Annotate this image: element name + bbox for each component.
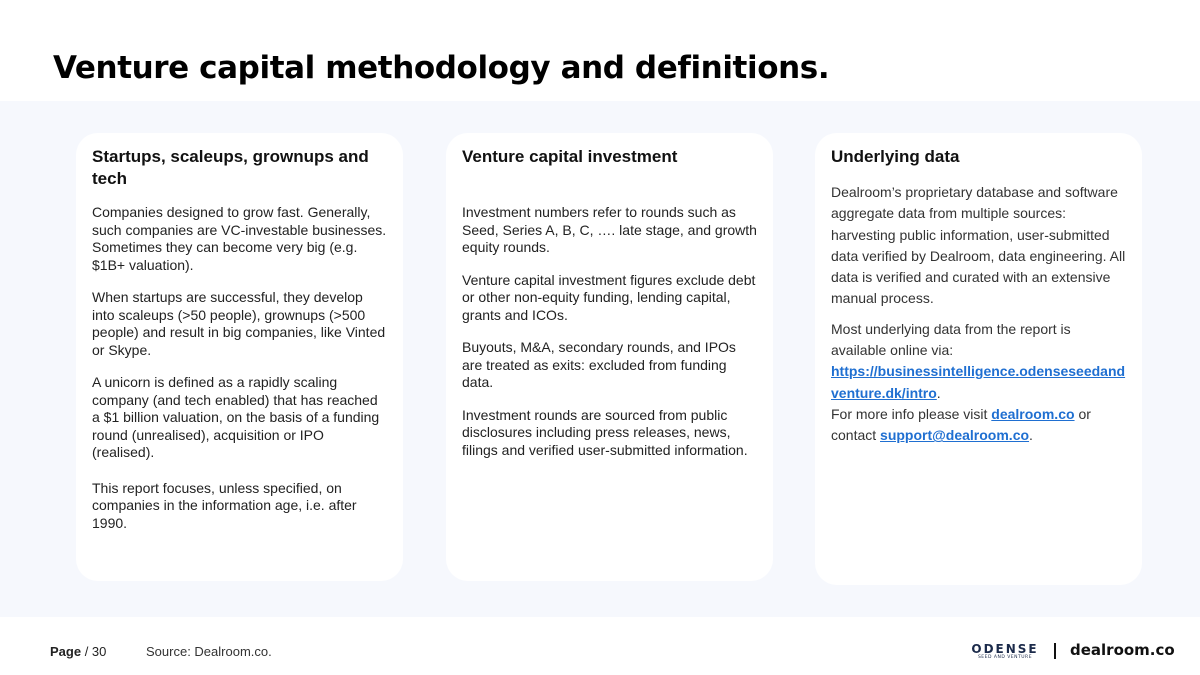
card-title: Underlying data (831, 147, 960, 166)
card-title: Venture capital investment (462, 147, 678, 166)
page-title: Venture capital methodology and definitions. (53, 50, 830, 86)
card-title: Startups, scaleups, grownups and tech (92, 147, 369, 188)
card-body (462, 204, 757, 459)
card-paragraph: When startups are successful, they develop into scaleups (>50 people), grownups (>500 people) and result in big companies, like Vinted or Skype. (92, 289, 386, 358)
card-paragraph: Buyouts, M&A, secondary rounds, and IPOs are treated as exits: excluded from funding data. (462, 339, 736, 390)
support-email-link[interactable]: support@dealroom.co (880, 427, 1030, 444)
card-underlying-data (815, 133, 1142, 585)
card-body (92, 204, 387, 532)
page-total: / 30 (81, 644, 107, 659)
card-paragraph: Dealroom’s proprietary database and software aggregate data from multiple sources: harvesting public information, user-submitted data verified by Dealroom, data engineering. All data is verified and curated with an extensive manual process. (831, 184, 1126, 307)
dealroom-logo: dealroom.co (1070, 641, 1175, 659)
source-note: Source: Dealroom.co. (146, 644, 272, 659)
page-number (50, 644, 106, 659)
card-startups (76, 133, 403, 581)
odense-logo (970, 643, 1040, 661)
card-paragraph: Investment numbers refer to rounds such as Seed, Series A, B, C, …. late stage, and growth equity rounds. (462, 204, 757, 255)
link-period: . (936, 384, 941, 401)
odense-logo-main: ODENSE (971, 642, 1039, 656)
card-paragraph: This report focuses, unless specified, on companies in the information age, i.e. after 1990. (92, 479, 357, 531)
card-paragraph: Investment rounds are sourced from public disclosures including press releases, news, filings and verified user-submitted information. (462, 406, 748, 458)
card-paragraph-links (831, 319, 1126, 447)
card-paragraph: A unicorn is defined as a rapidly scaling company (and tech enabled) that has reached a $1 billion valuation, on the basis of a funding round (unrealised), acquisition or IPO (realised). (92, 374, 380, 460)
card-paragraph: Venture capital investment figures exclude debt or other non-equity funding, lending capital, grants and ICOs. (462, 271, 756, 323)
card-body (831, 182, 1126, 447)
available-online-text: Most underlying data from the report is available online via: (831, 320, 1071, 359)
dealroom-link[interactable]: dealroom.co (991, 405, 1075, 422)
page-label: Page (50, 644, 82, 659)
more-info-text: For more info please visit (831, 405, 988, 422)
logo-divider (1054, 643, 1056, 659)
card-vc-investment (446, 133, 773, 581)
link-period: . (1029, 427, 1033, 444)
odense-logo-sub: SEED AND VENTURE (977, 655, 1033, 660)
card-paragraph: Companies designed to grow fast. Generally, such companies are VC-investable businesses. Sometimes they can become very big (e.g. $1B+ valuation). (92, 204, 387, 273)
or-contact-text: or contact (831, 405, 1091, 444)
business-intelligence-link[interactable]: https://businessintelligence.odenseseedandventure.dk/intro (831, 363, 1126, 401)
